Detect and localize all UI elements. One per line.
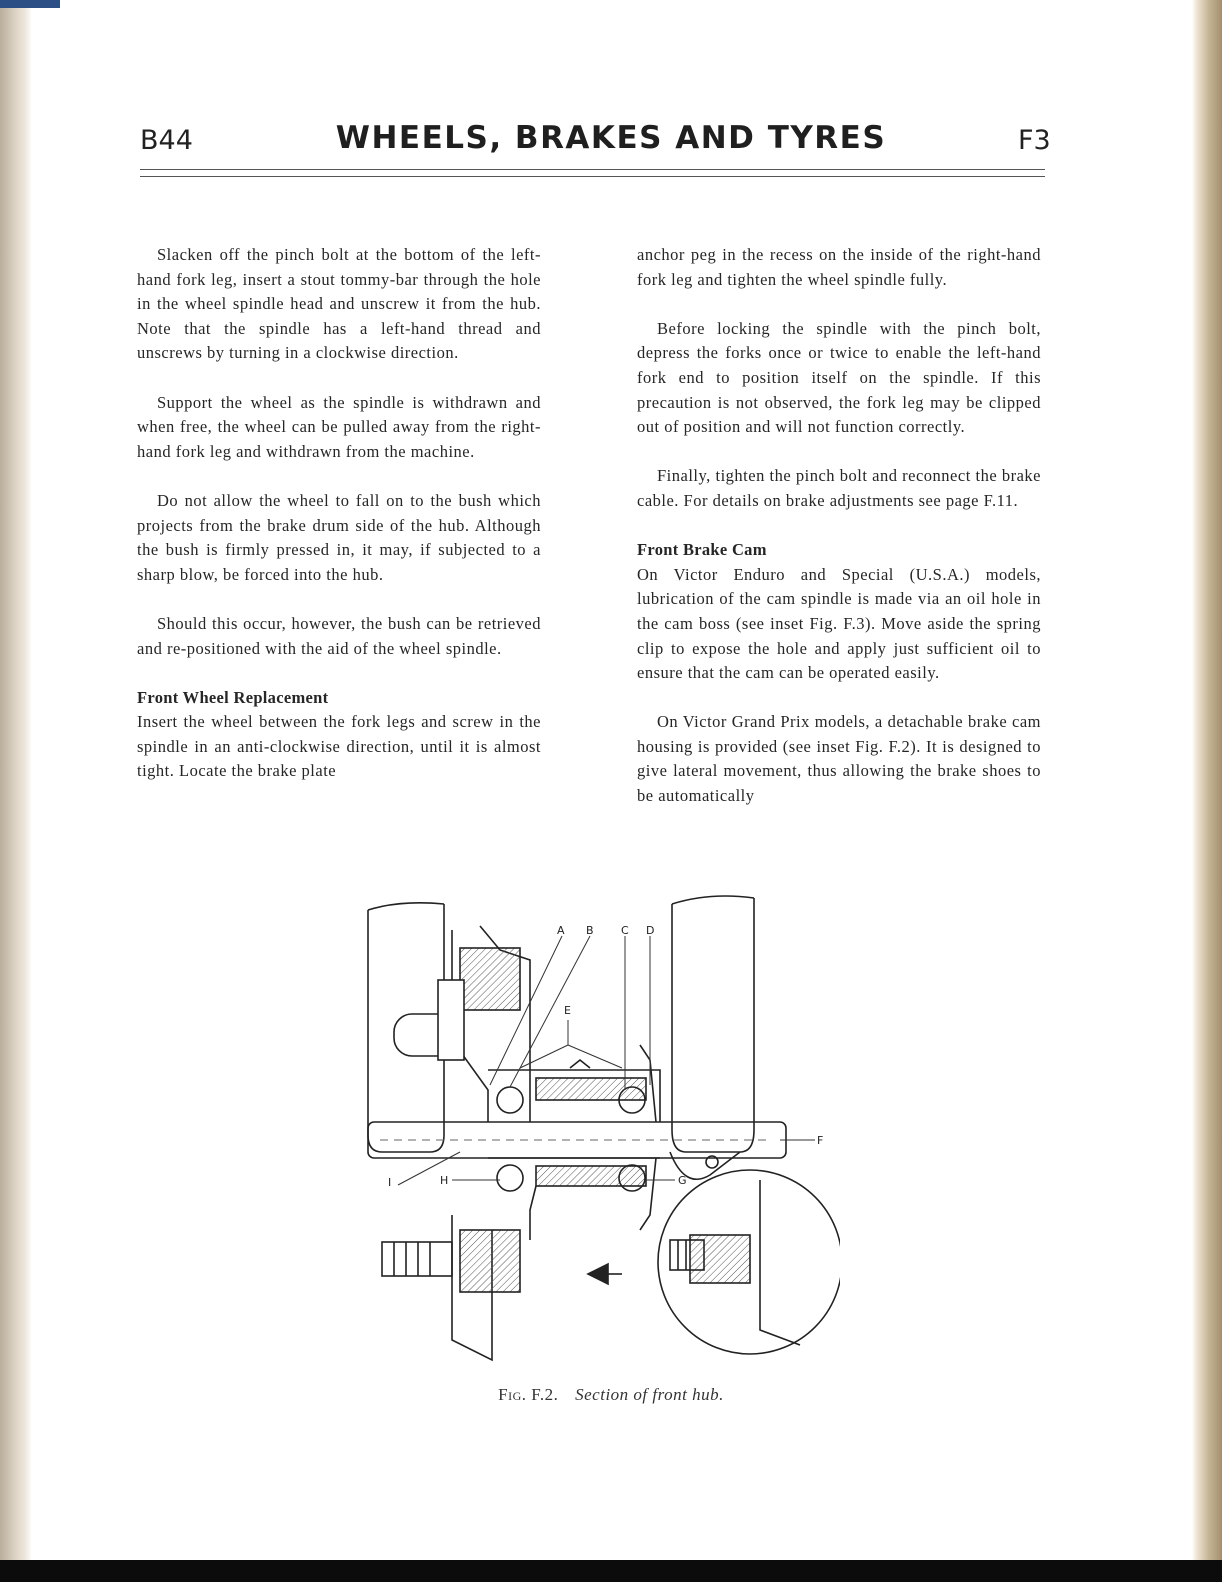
page-binding-right: [1192, 0, 1222, 1582]
label-i: I: [388, 1176, 392, 1189]
page-binding-left: [0, 0, 32, 1582]
paragraph: On Victor Enduro and Special (U.S.A.) models, lubrication of the cam spindle is made via an oil hole in the cam boss (see inset Fig. F.3). Move aside the spring clip to expose the hole and apply just sufficient oil to ensure that the cam can be operated easily.: [637, 564, 1041, 683]
right-fork-leg: [672, 898, 754, 1152]
hub-drawing: [360, 890, 840, 1380]
figure-caption: [0, 1385, 1222, 1405]
figure-title: Section of front hub.: [575, 1385, 724, 1404]
paragraph: anchor peg in the recess on the inside of the right-hand fork leg and tighten the wheel spindle fully.: [637, 245, 1041, 289]
paragraph: Finally, tighten the pinch bolt and reconnect the brake cable. For details on brake adjustments see page F.11.: [637, 466, 1041, 510]
page-title: WHEELS, BRAKES AND TYRES: [335, 120, 887, 156]
paragraph: Do not allow the wheel to fall on to the bush which projects from the brake drum side of the hub. Although the bush is firmly pressed in, it may, if subjected to a sharp blow, be forced into the hub.: [137, 490, 541, 584]
left-fork-leg: [368, 904, 444, 1152]
header-rule-upper: [140, 169, 1045, 170]
label-f: F: [817, 1134, 824, 1147]
binding-tab: [0, 0, 60, 8]
figure-label: Fig. F.2.: [498, 1385, 559, 1404]
page-reference: F3: [1018, 125, 1051, 156]
section-heading-wheel-replacement: Front Wheel Replacement: [137, 687, 329, 707]
section-heading-brake-cam: Front Brake Cam: [637, 540, 767, 560]
label-a: A: [557, 924, 565, 937]
bearing-left: [497, 1087, 523, 1113]
paragraph: On Victor Grand Prix models, a detachable brake cam housing is provided (see inset Fig. F.2). It is designed to give lateral movement, thus allowing the brake shoes to be automatically: [637, 712, 1041, 806]
scan-bottom-edge: [0, 1560, 1222, 1582]
label-h: H: [440, 1174, 449, 1187]
direction-arrow: [588, 1264, 608, 1284]
header-rule-lower: [140, 176, 1045, 177]
paragraph: Should this occur, however, the bush can be retrieved and re-positioned with the aid of the wheel spindle.: [137, 613, 541, 658]
cable-adjuster: [382, 1242, 452, 1276]
paragraph: Before locking the spindle with the pinch bolt, depress the forks once or twice to enable the left-hand fork end to position itself on the spindle. If this precaution is not observed, the fork leg may be clipped out of position and will not function correctly.: [637, 318, 1041, 437]
label-b: B: [586, 924, 594, 937]
hub-shell: [536, 1078, 646, 1100]
label-e: E: [564, 1004, 571, 1017]
paragraph: Slacken off the pinch bolt at the bottom of the left-hand fork leg, insert a stout tommy-bar through the hole in the wheel spindle head and unscrew it from the hub. Note that the spindle has a left-hand thread and unscrews by turning in a clockwise direction.: [137, 245, 541, 363]
section-code: B44: [140, 125, 193, 156]
left-column: [137, 243, 541, 809]
front-hub-section-diagram: [360, 890, 840, 1380]
right-column: [637, 243, 1041, 833]
label-g: G: [678, 1174, 687, 1187]
label-d: D: [646, 924, 655, 937]
page-header: [0, 118, 1222, 168]
paragraph: Support the wheel as the spindle is withdrawn and when free, the wheel can be pulled away from the right-hand fork leg and withdrawn from the machine.: [137, 392, 541, 461]
paragraph: Insert the wheel between the fork legs and screw in the spindle in an anti-clockwise direction, until it is almost tight. Locate the brake plate: [137, 712, 541, 781]
label-c: C: [621, 924, 629, 937]
